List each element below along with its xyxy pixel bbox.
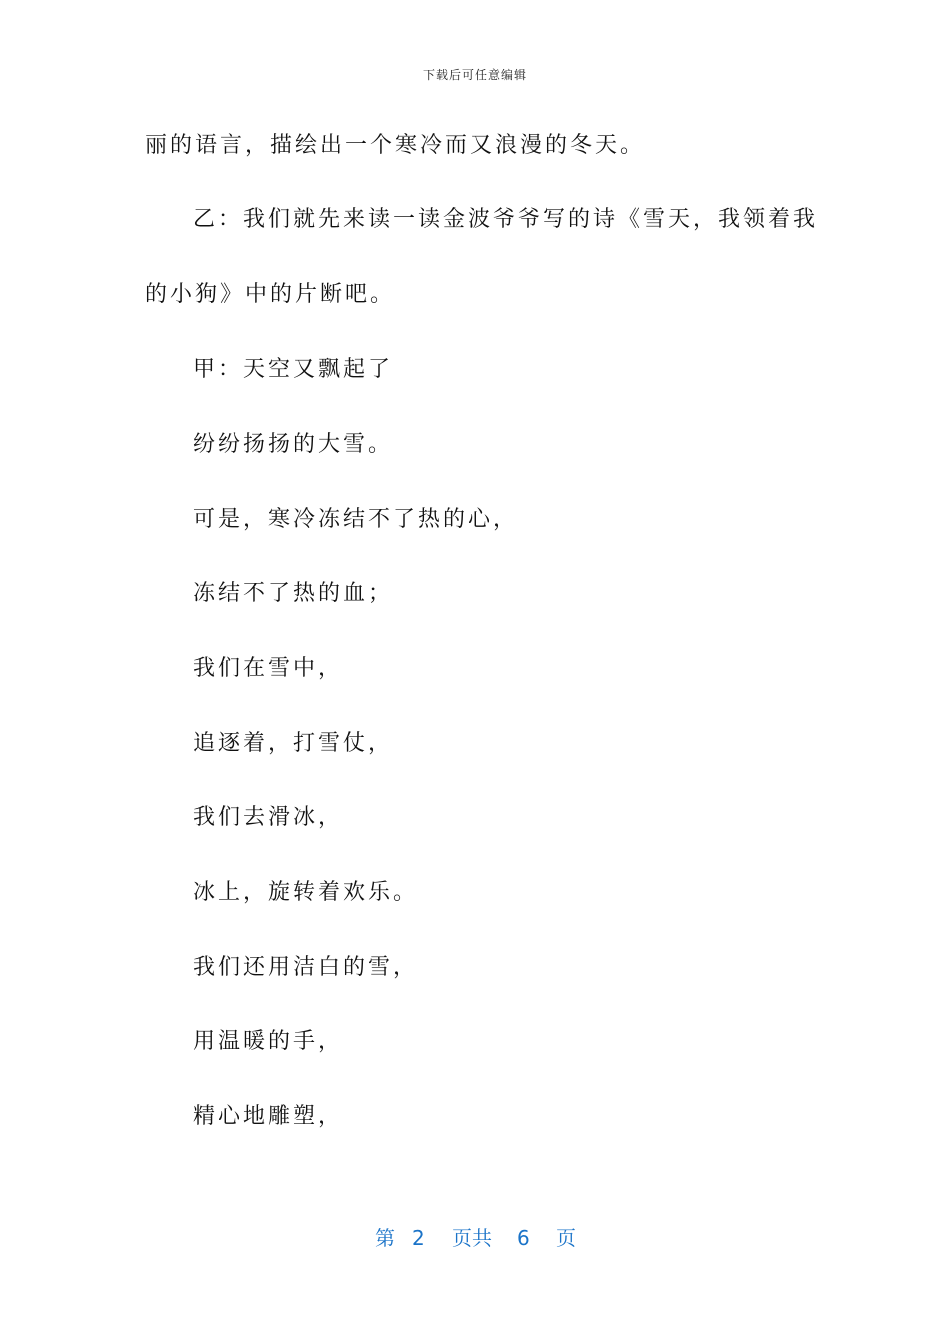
text-line-13: 用温暖的手， [193, 1029, 344, 1054]
text-line-3: 的小狗》中的片断吧。 [145, 282, 396, 307]
footer-page-number: 2 [412, 1226, 425, 1250]
text-line-8: 我们在雪中， [193, 656, 344, 681]
text-line-6: 可是，寒冷冻结不了热的心， [193, 507, 519, 532]
text-line-2: 乙：我们就先来读一读金波爷爷写的诗《雪天，我领着我 [193, 207, 819, 232]
footer-suffix: 页 [556, 1226, 576, 1250]
footer-middle: 页共 [452, 1226, 492, 1250]
text-line-4: 甲：天空又飘起了 [193, 357, 394, 382]
footer-prefix: 第 [375, 1226, 395, 1250]
text-line-1: 丽的语言，描绘出一个寒冷而又浪漫的冬天。 [145, 133, 646, 158]
footer-total-pages: 6 [517, 1226, 530, 1250]
text-line-11: 冰上，旋转着欢乐。 [193, 880, 419, 905]
page-footer [0, 1223, 950, 1253]
header-note: 下载后可任意编辑 [422, 68, 527, 82]
text-line-14: 精心地雕塑， [193, 1104, 344, 1129]
text-line-9: 追逐着，打雪仗， [193, 731, 394, 756]
text-line-5: 纷纷扬扬的大雪。 [193, 432, 394, 457]
text-line-7: 冻结不了热的血； [193, 581, 394, 606]
text-line-12: 我们还用洁白的雪， [193, 955, 419, 980]
text-line-10: 我们去滑冰， [193, 805, 344, 830]
